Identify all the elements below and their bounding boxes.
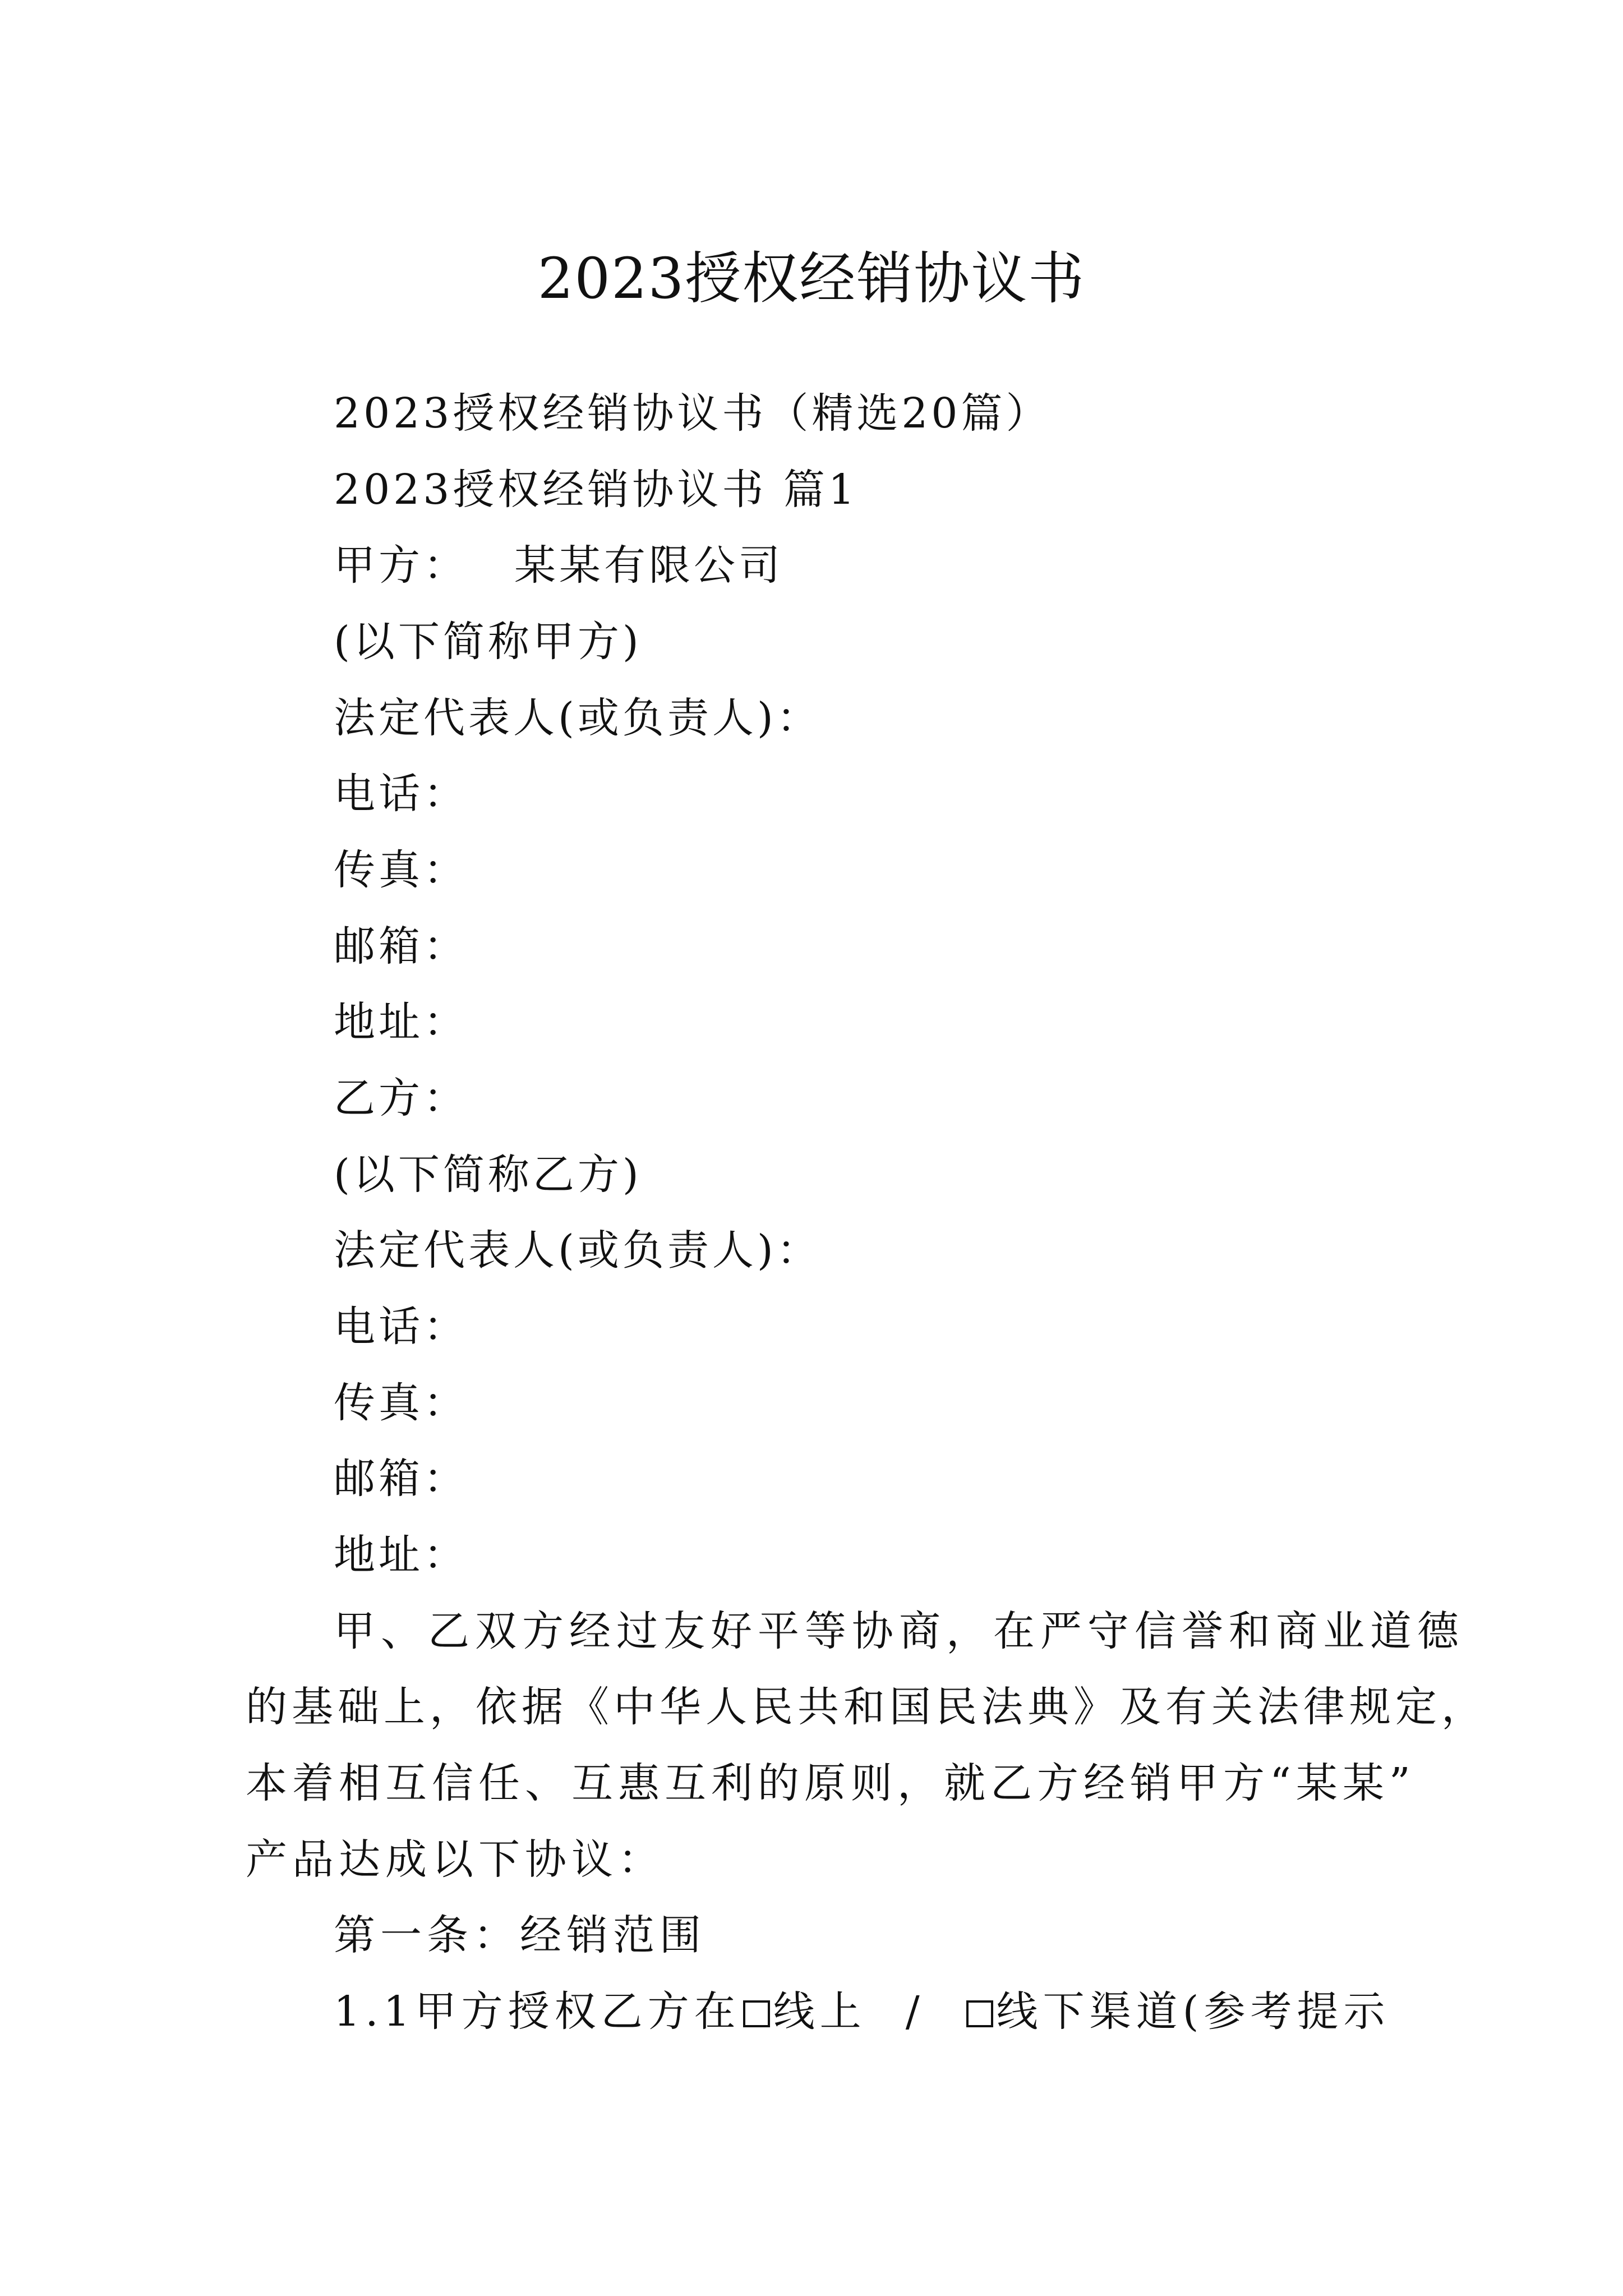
- party-a-label: 甲方：: [334, 541, 468, 590]
- party-b-email: 邮箱：: [334, 1455, 468, 1503]
- online-label: 线上: [773, 1987, 866, 2036]
- agreement-paragraph-line-4: 产品达成以下协议：: [246, 1835, 665, 1884]
- party-a-abbreviation: (以下简称甲方): [334, 618, 642, 666]
- party-a-phone: 电话：: [334, 770, 468, 818]
- party-a-address: 地址：: [334, 998, 468, 1046]
- agreement-paragraph-line-2: 的基础上，依据《中华人民共和国民法典》及有关法律规定，: [246, 1683, 1487, 1731]
- party-a-representative: 法定代表人(或负责人)：: [334, 694, 822, 742]
- party-b-abbreviation: (以下简称乙方): [334, 1151, 642, 1199]
- party-a-fax: 传真：: [334, 846, 468, 894]
- offline-label: 线下渠道(参考提示: [996, 1987, 1390, 2036]
- party-b-phone: 电话：: [334, 1303, 468, 1351]
- agreement-paragraph-line-3: 本着相互信任、互惠互利的原则，就乙方经销甲方“某某”: [246, 1759, 1415, 1807]
- party-a-email: 邮箱：: [334, 922, 468, 970]
- article-1-clause-1-1: [334, 1982, 1390, 2041]
- document-title: 2023授权经销协议书: [537, 246, 1086, 311]
- article-1-heading: 第一条：经销范围: [334, 1911, 706, 1959]
- channel-separator: /: [905, 1987, 925, 2036]
- clause-text: 甲方授权乙方在: [414, 1987, 741, 2036]
- party-a-name: 某某有限公司: [514, 541, 783, 590]
- clause-number: 1.1: [334, 1987, 415, 2036]
- party-b-label: 乙方：: [334, 1074, 468, 1122]
- party-b-representative: 法定代表人(或负责人)：: [334, 1226, 822, 1274]
- party-b-address: 地址：: [334, 1531, 468, 1579]
- party-b-fax: 传真：: [334, 1379, 468, 1427]
- agreement-paragraph-line-1: 甲、乙双方经过友好平等协商，在严守信誉和商业道德: [334, 1607, 1464, 1655]
- online-checkbox-icon: [743, 2000, 770, 2027]
- offline-checkbox-icon: [966, 2000, 993, 2027]
- collection-title-line: 2023授权经销协议书（精选20篇）: [334, 389, 1051, 438]
- party-a-line: [334, 536, 783, 595]
- agreement-subtitle-line: 2023授权经销协议书 篇1: [334, 466, 858, 514]
